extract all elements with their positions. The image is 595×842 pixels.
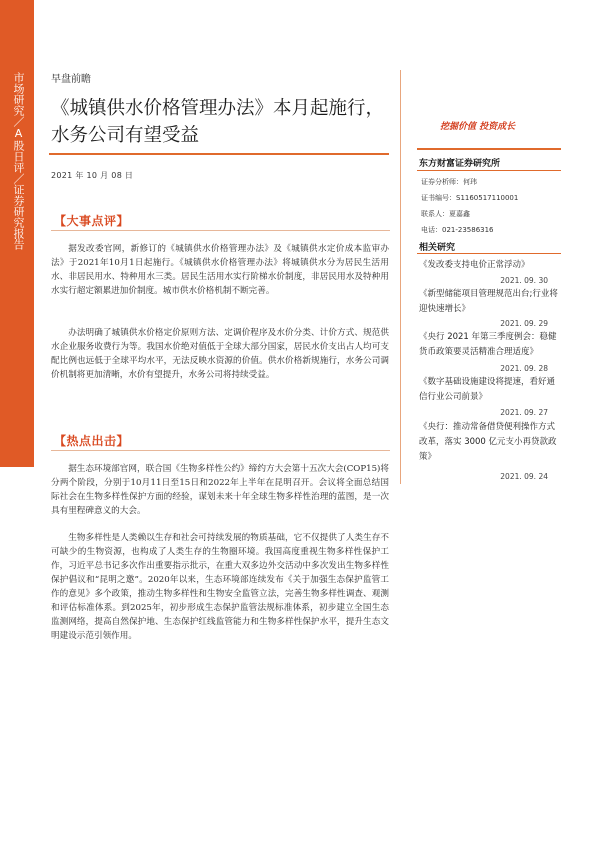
institute-divider-top bbox=[417, 148, 561, 150]
paragraph: 据发改委官网，新修订的《城镇供水价格管理办法》及《城镇供水定价成本监审办法》于2021年10月1日起施行。《城镇供水价格管理办法》将城镇供水分为居民生活用水、非居民用水、特种用水三类。居民生活用水实行阶梯水价制度，非居民用水及特种用水实行超定额累进加价制度。城市供水价格机制不断完善。 bbox=[51, 244, 389, 296]
phone-number: 电话：021-23586316 bbox=[421, 226, 494, 234]
institute-divider bbox=[417, 170, 561, 171]
column-divider bbox=[400, 70, 401, 484]
related-item-title[interactable]: 《央行 2021 年第三季度例会：稳健货币政策要灵活精准合理适度》 bbox=[419, 332, 557, 357]
related-divider bbox=[417, 253, 561, 254]
related-item-date: 2021. 09. 28 bbox=[500, 364, 548, 373]
section-heading-hot-topics: 【热点出击】 bbox=[54, 434, 130, 448]
certificate-number: 证书编号：S1160517110001 bbox=[421, 194, 519, 202]
related-item-title[interactable]: 《新型储能项目管理规范出台;行业将迎快速增长》 bbox=[419, 289, 558, 314]
report-category: 早盘前瞻 bbox=[51, 74, 91, 85]
section-heading-major-events: 【大事点评】 bbox=[54, 214, 130, 228]
related-item-title[interactable]: 《央行：推动常备借贷便利操作方式改革，落实 3000 亿元支小再贷款政策》 bbox=[419, 422, 557, 462]
slogan: 挖掘价值 投资成长 bbox=[440, 122, 516, 132]
paragraph: 据生态环境部官网，联合国《生物多样性公约》缔约方大会第十五次大会(COP15)将分两个阶段，分别于10月11日至15日和2022年上半年在昆明召开。会议将全面总结国际社会在生物多样性保护方面的经验，谋划未来十年全球生物多样性治理的蓝图，是一次具有里程碑意义的大会。 bbox=[51, 464, 389, 516]
section-divider bbox=[51, 450, 390, 451]
related-item-title[interactable]: 《发改委支持电价正常浮动》 bbox=[419, 260, 530, 270]
related-item-date: 2021. 09. 24 bbox=[500, 472, 548, 481]
section-divider bbox=[51, 230, 390, 231]
related-item-date: 2021. 09. 30 bbox=[500, 276, 548, 285]
institute-name: 东方财富证券研究所 bbox=[419, 159, 501, 169]
related-item-date: 2021. 09. 29 bbox=[500, 319, 548, 328]
paragraph: 生物多样性是人类赖以生存和社会可持续发展的物质基础，它不仅提供了人类生存不可缺少的生物资源，也构成了人类生存的生物圈环境。我国高度重视生物多样性保护工作，习近平总书记多次作出重要指示批示，在重大双多边外交活动中多次发出生物多样性保护倡议和“昆明之邀”。2020年以来，生态环境部连续发布《关于加强生态保护监管工作的意见》多个政策，推动生物多样性和生物安全监管立法，完善生物多样性调查、观测和评估标准体系。到2025年，初步形成生态保护监管法规标准体系，初步建立全国生态监测网络，提高自然保护地、生态保护红线监管能力和生物多样性保护水平，提升生态文明建设示范引领作用。 bbox=[51, 533, 389, 641]
related-item-date: 2021. 09. 27 bbox=[500, 408, 548, 417]
side-banner-label: 市场研究／A股日评／证券研究报告 bbox=[12, 72, 25, 250]
report-date: 2021 年 10 月 08 日 bbox=[51, 171, 134, 180]
paragraph: 办法明确了城镇供水价格定价原则方法、定调价程序及水价分类、计价方式、规范供水企业服务收费行为等。我国水价绝对值低于全球大部分国家，居民水价支出占人均可支配比例也远低于全球平均水平，无法反映水资源的价值。供水价格新规施行，水务公司调价机制将更加清晰，水价有望提升，水务公司将持续受益。 bbox=[51, 328, 389, 380]
analyst-name: 证券分析师：何玮 bbox=[421, 178, 477, 186]
related-item-title[interactable]: 《数字基础设施建设将提速，看好通信行业公司前景》 bbox=[419, 377, 556, 402]
title-divider bbox=[49, 153, 389, 155]
contact-person: 联系人：夏嘉鑫 bbox=[421, 210, 470, 218]
related-research-heading: 相关研究 bbox=[419, 243, 456, 253]
page-title: 《城镇供水价格管理办法》本月起施行，水务公司有望受益 bbox=[51, 98, 385, 146]
